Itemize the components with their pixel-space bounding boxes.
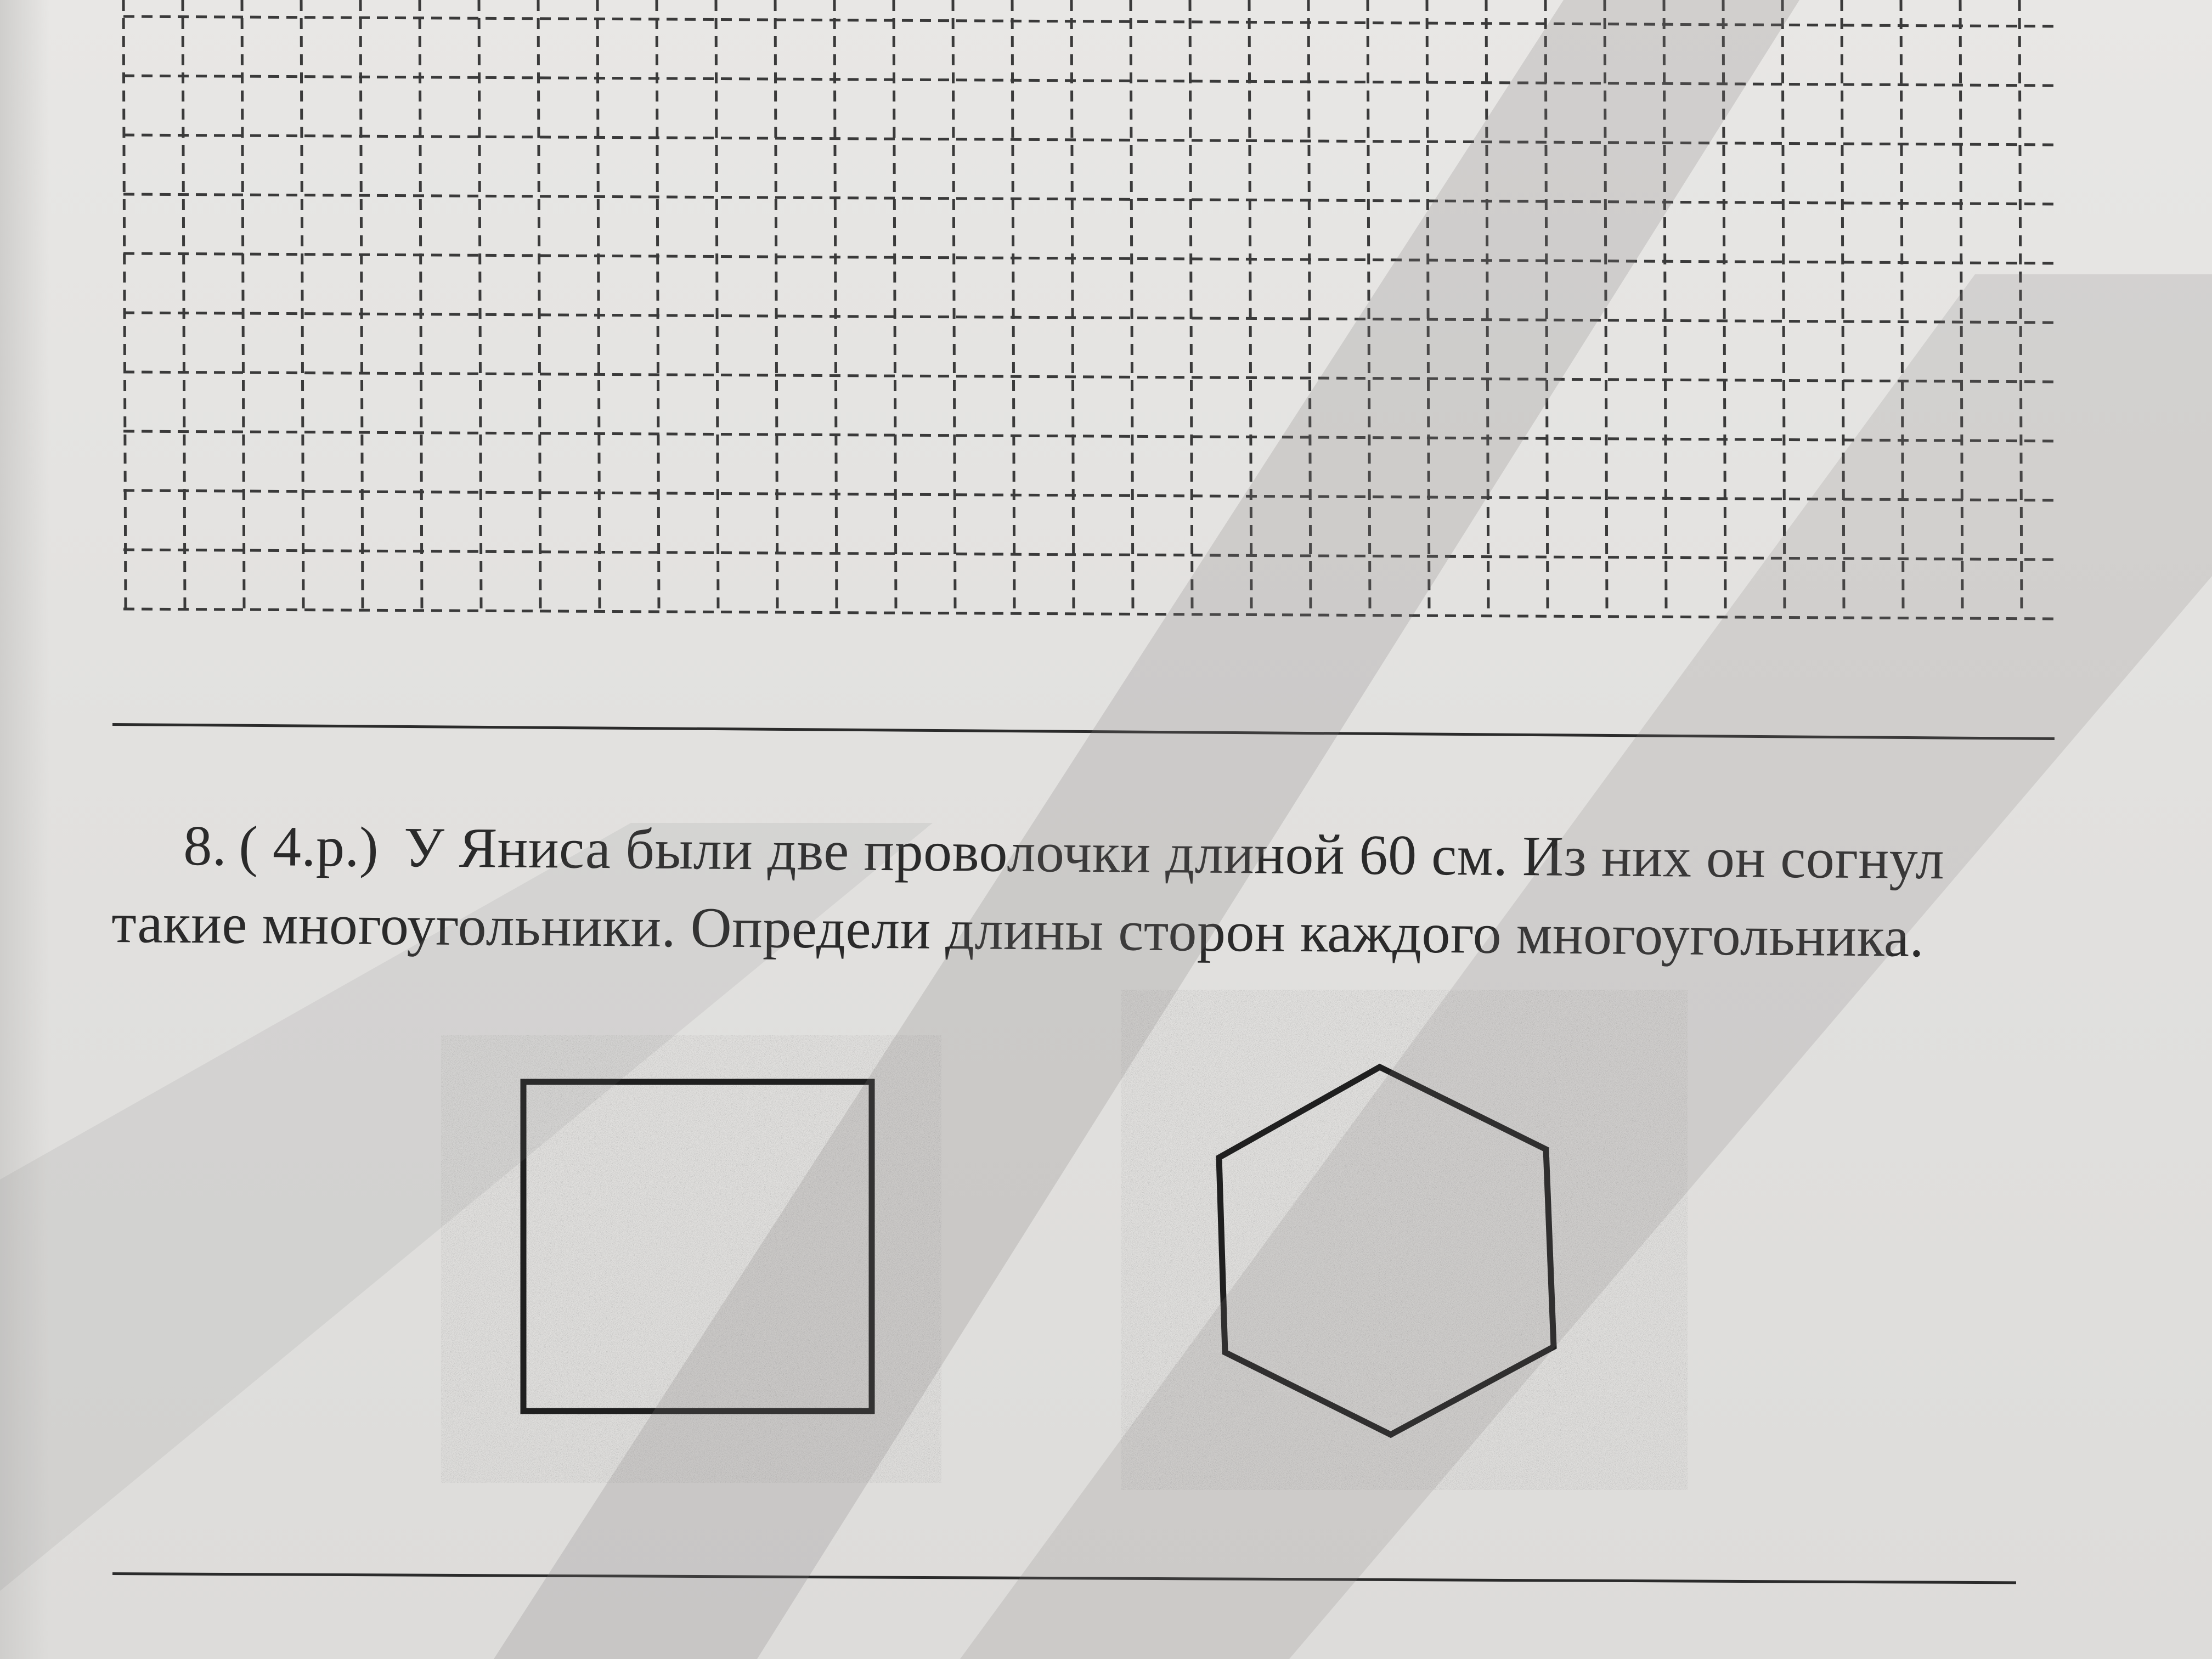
square-figure (483, 1073, 900, 1446)
task-text-line-1: У Яниса были две проволочки длиной 60 см. Из них он согнул (403, 816, 1945, 891)
task-points: ( 4.р.) (238, 814, 379, 879)
task-number: 8. (183, 814, 227, 878)
task-text-line-2: такие многоугольники. Определи длины сторон каждого многоугольника. (111, 891, 1925, 969)
hexagon-figure (1169, 1031, 1640, 1448)
